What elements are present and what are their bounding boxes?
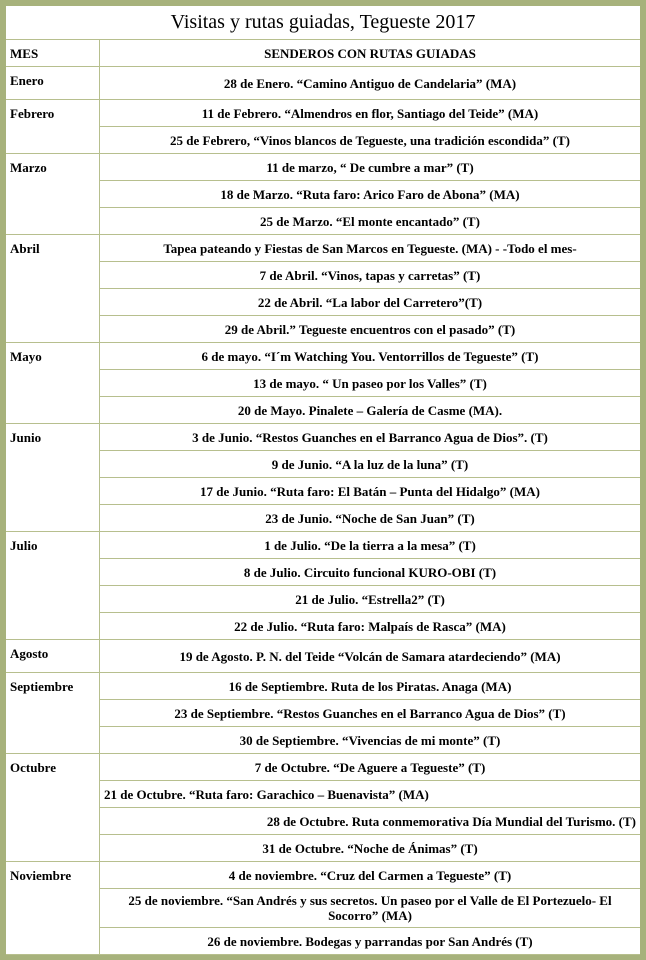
route-cell: Tapea pateando y Fiestas de San Marcos en Tegueste. (MA) - -Todo el mes- (100, 235, 641, 262)
table-row (6, 127, 640, 154)
table-row (6, 640, 640, 673)
table-row (6, 67, 640, 100)
table-row (6, 781, 640, 808)
month-cell: Julio (6, 532, 100, 640)
table-row (6, 262, 640, 289)
table-row (6, 559, 640, 586)
month-cell: Octubre (6, 754, 100, 862)
table-row (6, 586, 640, 613)
table-row (6, 289, 640, 316)
route-cell: 26 de noviembre. Bodegas y parrandas por San Andrés (T) (100, 928, 641, 955)
route-cell: 28 de Octubre. Ruta conmemorativa Día Mundial del Turismo. (T) (100, 808, 641, 835)
route-cell: 1 de Julio. “De la tierra a la mesa” (T) (100, 532, 641, 559)
month-cell: Noviembre (6, 862, 100, 955)
month-cell: Abril (6, 235, 100, 343)
route-cell: 11 de Febrero. “Almendros en flor, Santiago del Teide” (MA) (100, 100, 641, 127)
table-row (6, 397, 640, 424)
route-cell: 4 de noviembre. “Cruz del Carmen a Tegueste” (T) (100, 862, 641, 889)
table-row (6, 100, 640, 127)
route-cell: 30 de Septiembre. “Vivencias de mi monte” (T) (100, 727, 641, 754)
table-row (6, 862, 640, 889)
page-title: Visitas y rutas guiadas, Tegueste 2017 (6, 6, 640, 40)
table-header-row (6, 40, 640, 67)
table-row (6, 754, 640, 781)
table-row (6, 181, 640, 208)
table-row (6, 235, 640, 262)
table-row (6, 370, 640, 397)
header-month: MES (6, 40, 100, 67)
month-cell: Febrero (6, 100, 100, 154)
route-cell: 29 de Abril.” Tegueste encuentros con el pasado” (T) (100, 316, 641, 343)
table-row (6, 532, 640, 559)
table-row (6, 889, 640, 928)
route-cell: 23 de Septiembre. “Restos Guanches en el Barranco Agua de Dios” (T) (100, 700, 641, 727)
table-row (6, 808, 640, 835)
route-cell: 8 de Julio. Circuito funcional KURO-OBI (T) (100, 559, 641, 586)
table-row (6, 673, 640, 700)
table-row (6, 424, 640, 451)
route-cell: 3 de Junio. “Restos Guanches en el Barranco Agua de Dios”. (T) (100, 424, 641, 451)
header-routes: SENDEROS CON RUTAS GUIADAS (100, 40, 641, 67)
table-row (6, 613, 640, 640)
routes-table (6, 40, 640, 955)
route-cell: 25 de Marzo. “El monte encantado” (T) (100, 208, 641, 235)
table-row (6, 478, 640, 505)
route-cell: 22 de Julio. “Ruta faro: Malpaís de Rasca” (MA) (100, 613, 641, 640)
route-cell: 6 de mayo. “I´m Watching You. Ventorrillos de Tegueste” (T) (100, 343, 641, 370)
route-cell: 23 de Junio. “Noche de San Juan” (T) (100, 505, 641, 532)
route-cell: 19 de Agosto. P. N. del Teide “Volcán de Samara atardeciendo” (MA) (100, 640, 641, 673)
route-cell: 31 de Octubre. “Noche de Ánimas” (T) (100, 835, 641, 862)
route-cell: 11 de marzo, “ De cumbre a mar” (T) (100, 154, 641, 181)
routes-table-body (6, 40, 640, 955)
route-cell: 21 de Julio. “Estrella2” (T) (100, 586, 641, 613)
route-cell: 18 de Marzo. “Ruta faro: Arico Faro de Abona” (MA) (100, 181, 641, 208)
table-row (6, 316, 640, 343)
month-cell: Marzo (6, 154, 100, 235)
month-cell: Mayo (6, 343, 100, 424)
route-cell: 21 de Octubre. “Ruta faro: Garachico – Buenavista” (MA) (100, 781, 641, 808)
route-cell: 17 de Junio. “Ruta faro: El Batán – Punta del Hidalgo” (MA) (100, 478, 641, 505)
table-row (6, 154, 640, 181)
route-cell: 16 de Septiembre. Ruta de los Piratas. Anaga (MA) (100, 673, 641, 700)
table-row (6, 700, 640, 727)
month-cell: Enero (6, 67, 100, 100)
month-cell: Agosto (6, 640, 100, 673)
table-row (6, 451, 640, 478)
route-cell: 28 de Enero. “Camino Antiguo de Candelaria” (MA) (100, 67, 641, 100)
route-cell: 25 de noviembre. “San Andrés y sus secretos. Un paseo por el Valle de El Portezuelo- El Socorro” (MA) (100, 889, 641, 928)
route-cell: 20 de Mayo. Pinalete – Galería de Casme (MA). (100, 397, 641, 424)
route-cell: 7 de Abril. “Vinos, tapas y carretas” (T) (100, 262, 641, 289)
table-row (6, 343, 640, 370)
route-cell: 25 de Febrero, “Vinos blancos de Tegueste, una tradición escondida” (T) (100, 127, 641, 154)
table-row (6, 928, 640, 955)
route-cell: 22 de Abril. “La labor del Carretero”(T) (100, 289, 641, 316)
route-cell: 9 de Junio. “A la luz de la luna” (T) (100, 451, 641, 478)
table-row (6, 835, 640, 862)
table-row (6, 727, 640, 754)
month-cell: Septiembre (6, 673, 100, 754)
month-cell: Junio (6, 424, 100, 532)
table-row (6, 505, 640, 532)
route-cell: 13 de mayo. “ Un paseo por los Valles” (T) (100, 370, 641, 397)
route-cell: 7 de Octubre. “De Aguere a Tegueste” (T) (100, 754, 641, 781)
table-row (6, 208, 640, 235)
